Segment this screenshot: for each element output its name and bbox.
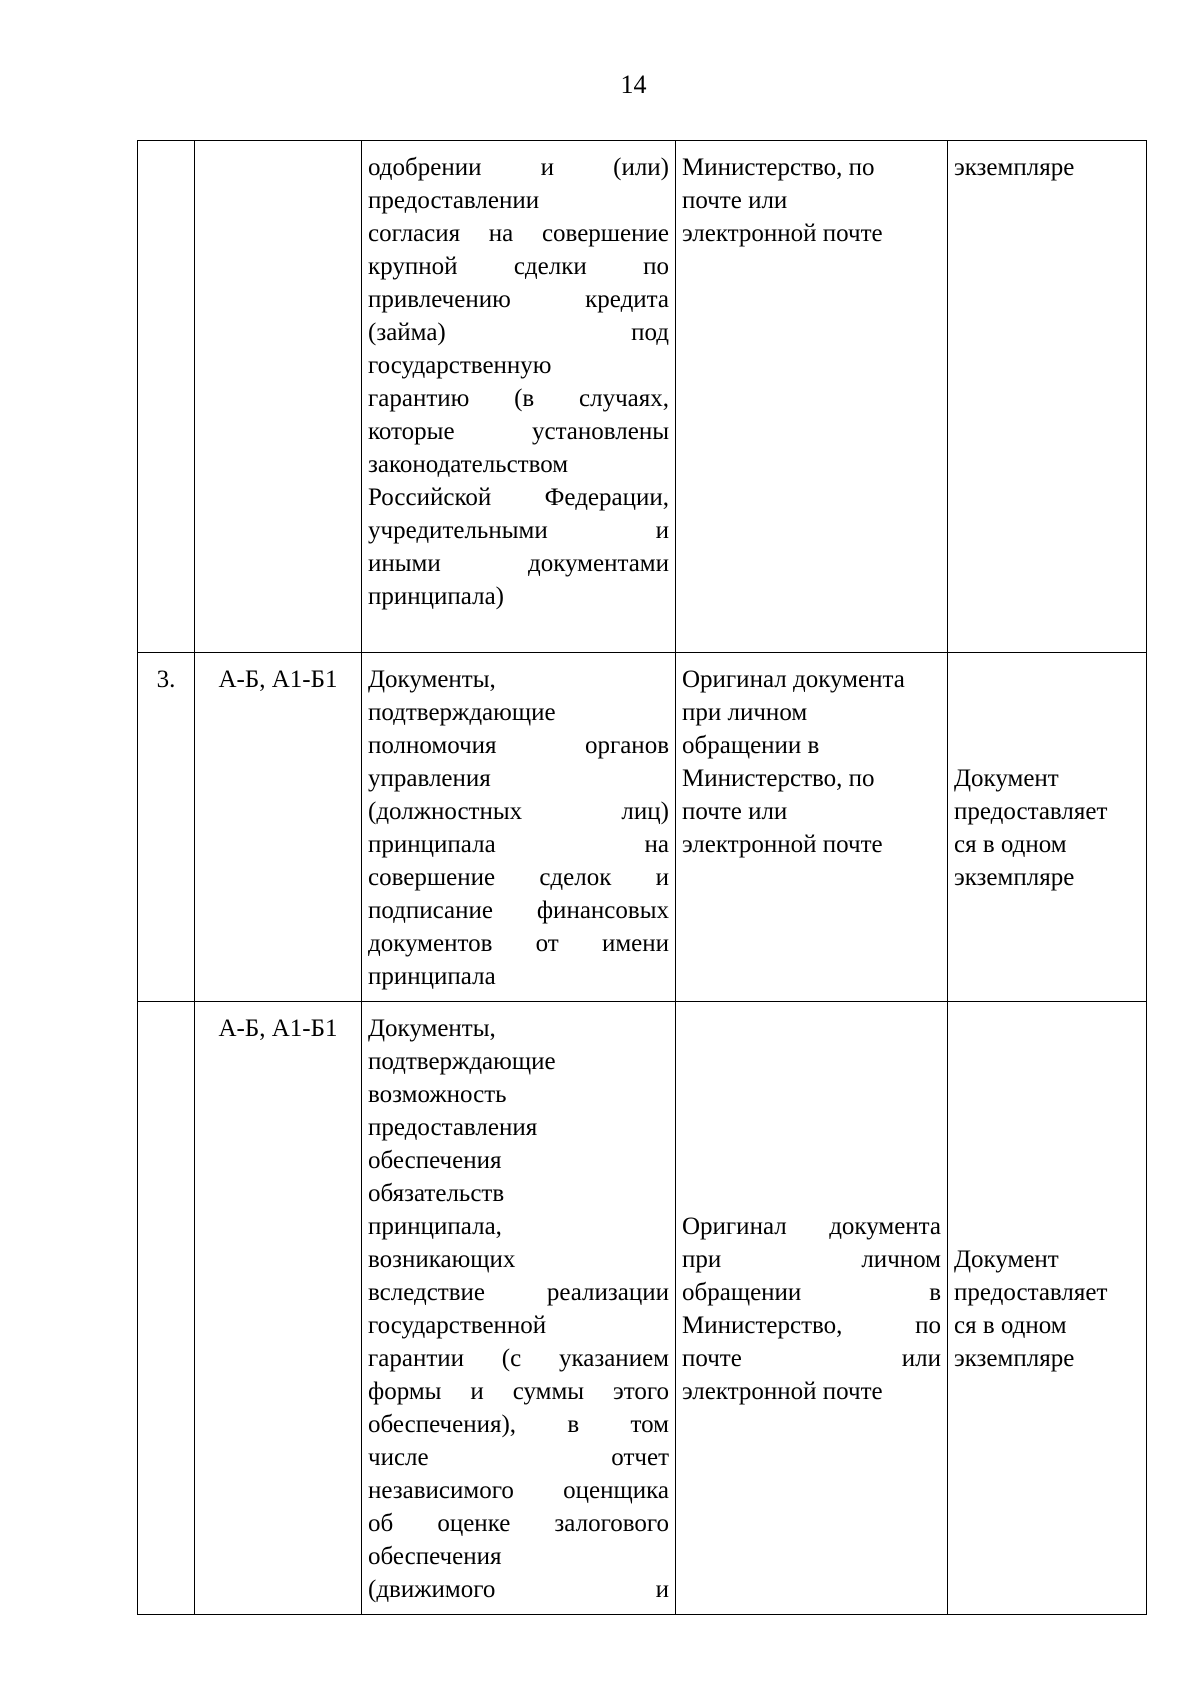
submission-method-cell [676, 141, 948, 653]
table-row [138, 653, 1147, 1002]
text-line: Российской Федерации, [368, 484, 669, 511]
text-line: формы и суммы этого [368, 1378, 669, 1405]
text-line: при личном [682, 1246, 941, 1273]
text-line: при личном [682, 699, 808, 726]
text-line: одобрении и (или) [368, 154, 669, 181]
text-line: Оригинал документа [682, 1213, 941, 1240]
text-line: независимого оценщика [368, 1477, 669, 1504]
text-line: почте или [682, 187, 788, 214]
text-line: согласия на совершение [368, 220, 669, 247]
row-number-cell: 3. [138, 653, 195, 1002]
text-line: об оценке залогового [368, 1510, 669, 1537]
text-line: гарантии (с указанием [368, 1345, 669, 1372]
text-line: электронной почте [682, 831, 883, 858]
codes-cell [195, 141, 362, 653]
document-description-cell [362, 141, 676, 653]
text-line: почте или [682, 798, 788, 825]
text-line: государственную [368, 352, 552, 379]
table-row [138, 141, 1147, 653]
page-number: 14 [620, 70, 647, 99]
text-line: принципала, [368, 1213, 502, 1240]
text-line: полномочия органов [368, 732, 669, 759]
text-line: Министерство, по [682, 154, 875, 181]
text-line: обращении в [682, 1279, 941, 1306]
text-line: экземпляре [954, 864, 1075, 891]
text-line: обязательств [368, 1180, 505, 1207]
text-line: почте или [682, 1345, 941, 1372]
text-line: управления [368, 765, 491, 792]
text-line: государственной [368, 1312, 547, 1339]
table-row [138, 1002, 1147, 1615]
note-cell [948, 653, 1147, 1002]
text-line: законодательством [368, 451, 569, 478]
text-line: предоставления [368, 1114, 538, 1141]
note-cell [948, 141, 1147, 653]
document-requirements-table [137, 140, 1147, 1615]
text-line: обеспечения), в том [368, 1411, 669, 1438]
text-line: принципала) [368, 583, 504, 610]
text-line: Документ [954, 765, 1059, 792]
row-number-cell [138, 1002, 195, 1615]
text-line: Министерство, по [682, 1312, 941, 1339]
text-line: электронной почте [682, 1378, 883, 1405]
row-number-cell [138, 141, 195, 653]
text-line: подтверждающие [368, 1048, 556, 1075]
text-line: гарантию (в случаях, [368, 385, 669, 412]
text-line: (займа) под [368, 319, 669, 346]
document-description-cell [362, 653, 676, 1002]
submission-method-cell [676, 653, 948, 1002]
text-line: документов от имени [368, 930, 669, 957]
text-line: Документы, [368, 666, 496, 693]
text-line: подписание финансовых [368, 897, 669, 924]
text-line: ся в одном [954, 1312, 1067, 1339]
text-line: электронной почте [682, 220, 883, 247]
codes-cell: А-Б, А1-Б1 [195, 1002, 362, 1615]
text-line: экземпляре [954, 154, 1075, 181]
text-line: Оригинал документа [682, 666, 905, 693]
text-line: Документы, [368, 1015, 496, 1042]
text-line: совершение сделок и [368, 864, 669, 891]
text-line: обеспечения [368, 1147, 502, 1174]
text-line: возможность [368, 1081, 507, 1108]
text-line: иными документами [368, 550, 669, 577]
text-line: подтверждающие [368, 699, 556, 726]
text-line: обеспечения [368, 1543, 502, 1570]
text-line: принципала на [368, 831, 669, 858]
text-line: учредительными и [368, 517, 669, 544]
text-line: предоставляет [954, 798, 1108, 825]
text-line: которые установлены [368, 418, 669, 445]
text-line: обращении в [682, 732, 820, 759]
text-line: (движимого и [368, 1576, 669, 1603]
submission-method-cell [676, 1002, 948, 1615]
text-line: предоставляет [954, 1279, 1108, 1306]
text-line: ся в одном [954, 831, 1067, 858]
text-line: предоставлении [368, 187, 540, 214]
text-line: экземпляре [954, 1345, 1075, 1372]
text-line: Документ [954, 1246, 1059, 1273]
text-line: числе отчет [368, 1444, 669, 1471]
text-line: принципала [368, 963, 496, 990]
text-line: крупной сделки по [368, 253, 669, 280]
text-line: вследствие реализации [368, 1279, 669, 1306]
text-line: Министерство, по [682, 765, 875, 792]
document-description-cell [362, 1002, 676, 1615]
note-cell [948, 1002, 1147, 1615]
codes-cell: А-Б, А1-Б1 [195, 653, 362, 1002]
text-line: возникающих [368, 1246, 516, 1273]
text-line: привлечению кредита [368, 286, 669, 313]
text-line: (должностных лиц) [368, 798, 669, 825]
